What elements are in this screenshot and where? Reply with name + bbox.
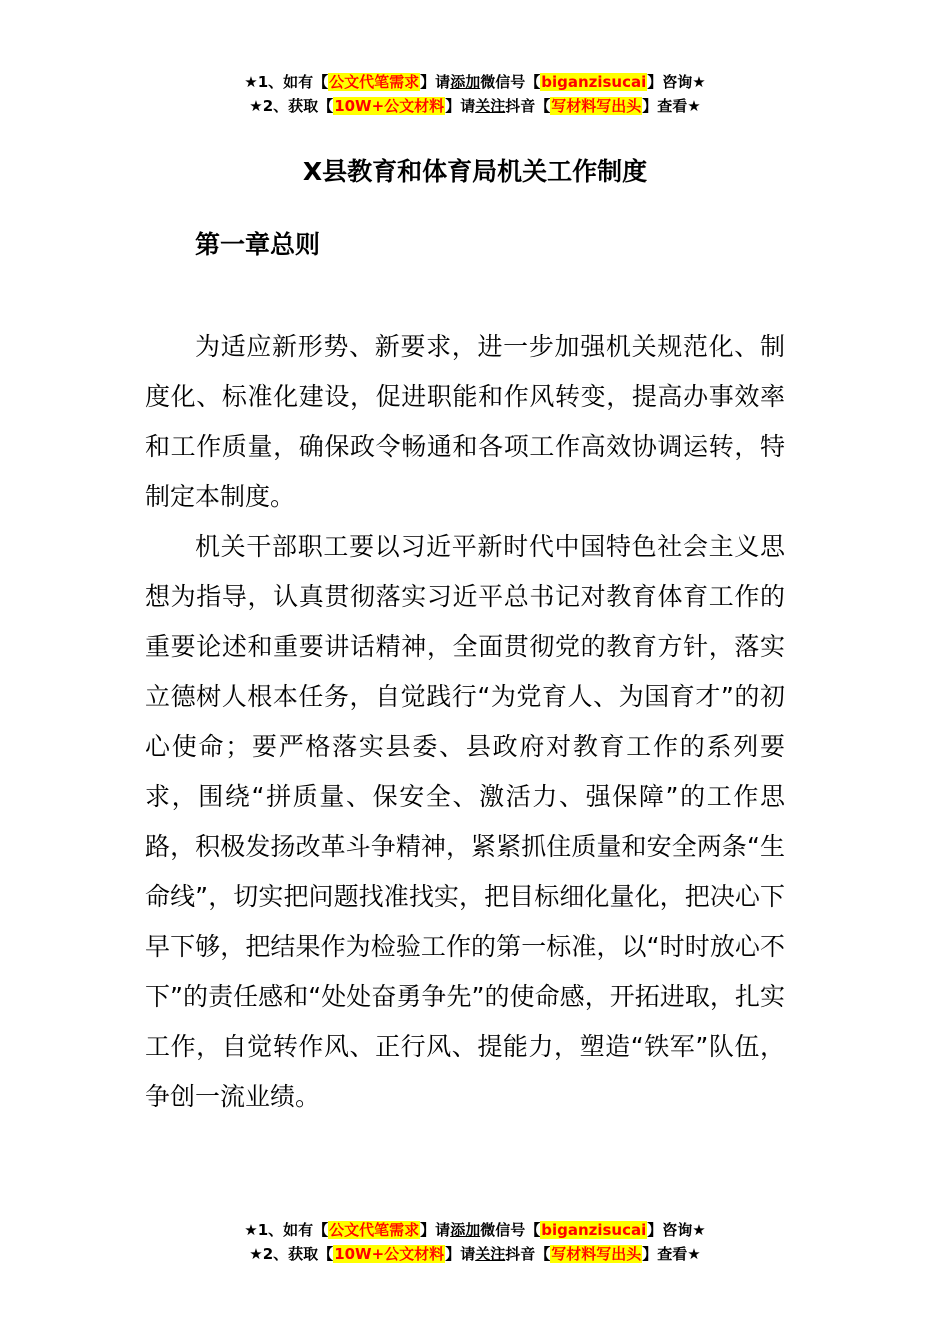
body-paragraph: 机关干部职工要以习近平新时代中国特色社会主义思想为指导，认真贯彻落实习近平总书记对教育体育工作的重要论述和重要讲话精神，全面贯彻党的教育方针，落实立德树人根本任务，自觉践行“为党育人、为国育才”的初心使命；要严格落实县委、县政府对教育工作的系列要求，围绕“拼质量、保安全、激活力、强保障”的工作思路，积极发扬改革斗争精神，紧紧抓住质量和安全两条“生命线”，切实把问题找准找实，把目标细化量化，把决心下早下够，把结果作为检验工作的第一标准，以“时时放心不下”的责任感和“处处奋勇争先”的使命感，开拓进取，扎实工作，自觉转作风、正行风、提能力，塑造“铁军”队伍，争创一流业绩。 [145, 532, 785, 1111]
promo-highlight: 公文代笔需求 [329, 1221, 420, 1239]
footer-promo-banner [0, 1218, 950, 1266]
promo-emphasis: 关注 [475, 1245, 506, 1263]
promo-highlight: 10W+公文材料 [334, 97, 445, 115]
promo-highlight: 写材料写出头 [551, 1245, 642, 1263]
promo-emphasis: 添加 [450, 73, 481, 91]
promo-line-1: ★1、如有【公文代笔需求】请添加微信号【biganzisucai】咨询★ [244, 73, 706, 91]
promo-emphasis: 关注 [475, 97, 506, 115]
promo-highlight: 写材料写出头 [551, 97, 642, 115]
promo-highlight: biganzisucai [541, 1221, 647, 1239]
header-promo-banner [0, 70, 950, 118]
document-title: X县教育和体育局机关工作制度 [302, 157, 648, 186]
promo-emphasis: 添加 [450, 1221, 481, 1239]
promo-highlight: biganzisucai [541, 73, 647, 91]
promo-line-1: ★1、如有【公文代笔需求】请添加微信号【biganzisucai】咨询★ [244, 1221, 706, 1239]
promo-line-2: ★2、获取【10W+公文材料】请关注抖音【写材料写出头】查看★ [249, 1245, 701, 1263]
promo-line-2: ★2、获取【10W+公文材料】请关注抖音【写材料写出头】查看★ [249, 97, 701, 115]
promo-highlight: 10W+公文材料 [334, 1245, 445, 1263]
document-body [145, 322, 785, 1122]
body-paragraph: 为适应新形势、新要求，进一步加强机关规范化、制度化、标准化建设，促进职能和作风转变，提高办事效率和工作质量，确保政令畅通和各项工作高效协调运转，特制定本制度。 [145, 332, 785, 511]
promo-highlight: 公文代笔需求 [329, 73, 420, 91]
chapter-heading: 第一章总则 [195, 230, 321, 259]
